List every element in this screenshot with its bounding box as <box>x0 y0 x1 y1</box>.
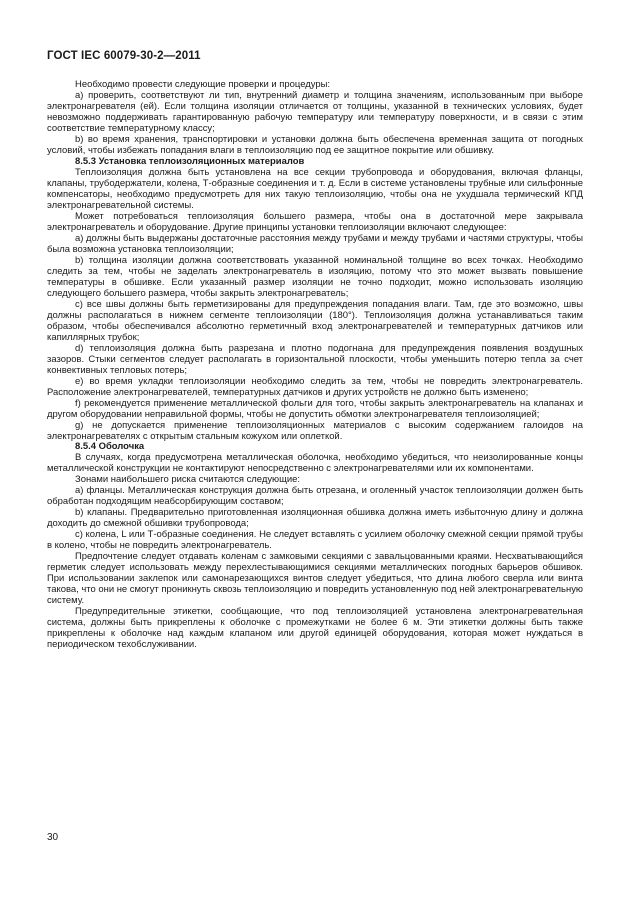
paragraph: b) во время хранения, транспортировки и установки должна быть обеспечена временная защита от погодных условий, чтобы избежать попадания влаги в теплоизоляцию под ее защитное покрытие или обшивку. <box>47 133 583 156</box>
paragraph: Предпочтение следует отдавать коленам с замковыми секциями с завальцованными краями. Несхватывающийся герметик следует использовать между перехлестывающимися секциями металлических погодных барьеров обшивок. При использовании заклепок или самонарезающихся винтов следует убедиться, что длина любого сверла или винта такова, что они не смогут проникнуть сквозь теплоизоляцию и повредить установленную под ней электронагревательную систему. <box>47 551 583 607</box>
section-heading: 8.5.3 Установка теплоизоляционных материалов <box>75 155 305 167</box>
paragraph: b) клапаны. Предварительно приготовленная изоляционная обшивка должна иметь избыточную длину и должна доходить до смежной обшивки трубопровода; <box>47 507 583 530</box>
paragraph: Необходимо провести следующие проверки и процедуры: <box>75 79 331 90</box>
paragraph: Зонами наибольшего риска считаются следующие: <box>75 474 301 486</box>
paragraph: a) проверить, соответствуют ли тип, внутренний диаметр и толщина значениям, использованным при выборе электронагревателя (ей). Если толщина изоляции отличается от толщины, указанной в технических условиях, будет невозможно поддерживать гарантированную рабочую температуру или температуру поверхности, и в связи с этим соответствие температурному классу; <box>47 89 583 134</box>
document-header: ГОСТ IEC 60079-30-2—2011 <box>47 50 201 62</box>
paragraph: g) не допускается применение теплоизоляционных материалов с высоким содержанием галоидов на электронагревателях с открытым стальным кожухом или оплеткой. <box>47 419 583 442</box>
paragraph: В случаях, когда предусмотрена металлическая оболочка, необходимо убедиться, что неизолированные концы металлической конструкции не контактируют непосредственно с электронагревателями или их компонентами. <box>47 452 583 475</box>
paragraph: c) все швы должны быть герметизированы для предупреждения попадания влаги. Там, где это возможно, швы должны располагаться в нижнем сегменте теплоизоляции (180°). Теплоизоляция должна устанавливаться таким образом, чтобы обеспечивался абсолютно герметичный вход электронагревателей и температурных датчиков или капиллярных трубок; <box>47 298 583 343</box>
paragraph: a) фланцы. Металлическая конструкция должна быть отрезана, и оголенный участок теплоизоляции должен быть обработан подходящим неабсорбирующим составом; <box>47 485 583 508</box>
document-body <box>47 79 583 650</box>
page-number: 30 <box>47 832 59 843</box>
paragraph: Теплоизоляция должна быть установлена на все секции трубопровода и оборудования, включая фланцы, клапаны, трубодержатели, колена, Т-образные соединения и т. д. Если в системе установлены трубные или сильфонные компенсаторы, необходимо предусмотреть для них такую теплоизоляцию, чтобы она не ухудшала термический КПД электронагревательной системы. <box>47 166 583 211</box>
paragraph: f) рекомендуется применение металлической фольги для того, чтобы закрыть электронагреватель на клапанах и другом оборудовании неправильной формы, чтобы не допустить обмотки электронагревателя теплоизоляцией; <box>47 397 583 420</box>
section-heading: 8.5.4 Оболочка <box>75 441 145 453</box>
paragraph: a) должны быть выдержаны достаточные расстояния между трубами и между трубами и частями структуры, чтобы была возможна установка теплоизоляции; <box>47 232 583 255</box>
paragraph: b) толщина изоляции должна соответствовать указанной номинальной толщине во всех точках. Необходимо следить за тем, чтобы не заделать электронагреватель в изоляцию, потому что это может вызвать повышение температуры в обшивке. Если указанный размер изоляции не точно подходит, можно использовать изоляцию следующего большего размера, чтобы закрыть электронагреватель; <box>47 254 583 299</box>
paragraph: Предупредительные этикетки, сообщающие, что под теплоизоляцией установлена электронагревательная система, должны быть прикреплены к оболочке с промежутками не более 6 м. Эти этикетки должны быть также прикреплены к оболочке над каждым клапаном или другой единицей оборудования, которая может нуждаться в периодическом техобслуживании. <box>47 606 583 651</box>
paragraph: d) теплоизоляция должна быть разрезана и плотно подогнана для предупреждения появления воздушных зазоров. Стыки сегментов следует располагать в горизонтальной плоскости, чтобы уменьшить потерю тепла за счет конвективных тепловых потерь; <box>47 342 583 376</box>
paragraph: e) во время укладки теплоизоляции необходимо следить за тем, чтобы не повредить электронагреватель. Расположение электронагревателей, температурных датчиков и других устройств не должно быть изменено; <box>47 375 583 398</box>
paragraph: c) колена, L или Т-образные соединения. Не следует вставлять с усилием оболочку смежной секции прямой трубы в колено, чтобы не повредить электронагреватель. <box>47 529 583 552</box>
paragraph: Может потребоваться теплоизоляция большего размера, чтобы она в достаточной мере закрывала электронагреватель и оборудование. Другие принципы установки теплоизоляции включают следующее: <box>47 210 583 233</box>
